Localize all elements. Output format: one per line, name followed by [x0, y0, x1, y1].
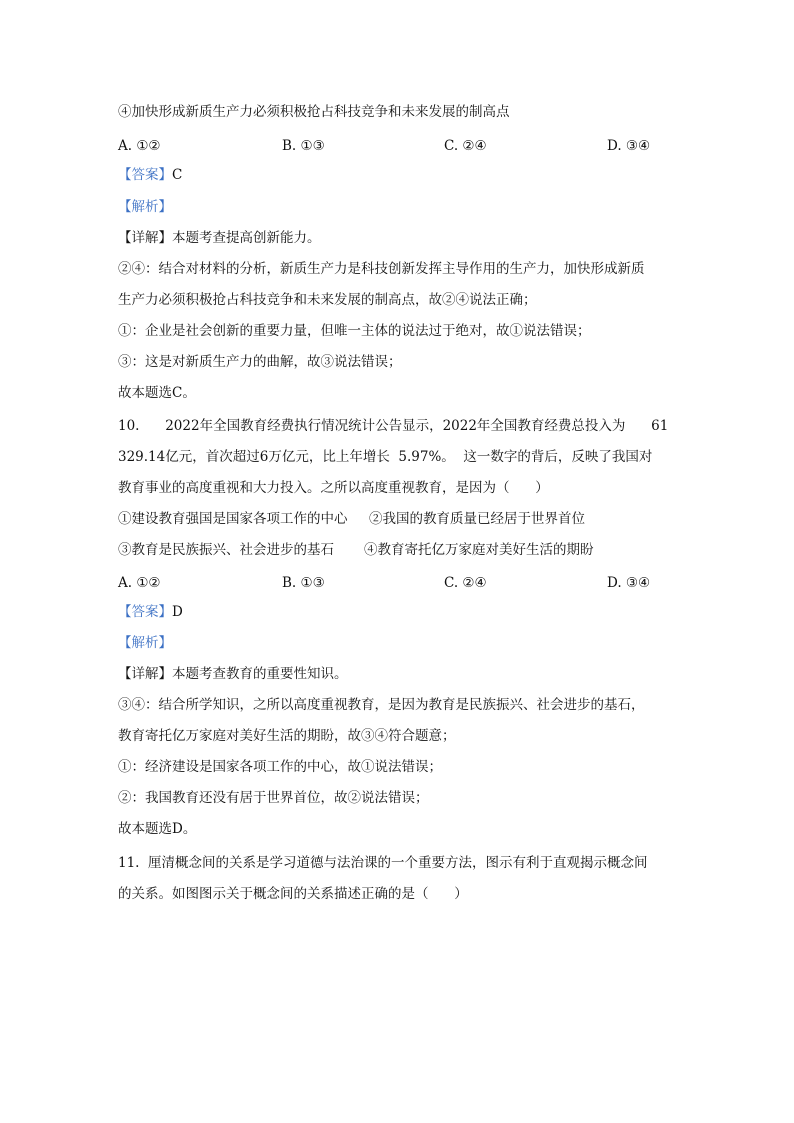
q10-stem-line: 329.14亿元，首次超过6万亿元，比上年增长 5.97%。 这一数字的背后，反映了我国对: [118, 449, 653, 465]
q10-answer: [118, 603, 183, 621]
q9-answer: [118, 166, 182, 184]
q10-stem-line: 教育事业的高度重视和大力投入。之所以高度重视教育，是因为（ ）: [118, 480, 549, 496]
answer-tag: 【答案】: [118, 604, 172, 620]
q9-detail: [118, 229, 321, 247]
q10-option-b: B. ①③: [282, 575, 325, 591]
q9-conclusion: 故本题选C。: [118, 385, 196, 401]
q9-explanation-line: 生产力必须积极抢占科技竞争和未来发展的制高点，故②④说法正确；: [118, 292, 537, 308]
detail-tag: 【详解】: [118, 666, 172, 682]
q9-explanation-line: ③：这是对新质生产力的曲解，故③说法错误；: [118, 354, 402, 370]
detail-text: 本题考查提高创新能力。: [172, 230, 321, 246]
q9-option-d: D. ③④: [607, 138, 651, 154]
detail-text: 本题考查教育的重要性知识。: [172, 666, 348, 682]
q9-explanation-line: ①：企业是社会创新的重要力量，但唯一主体的说法过于绝对，故①说法错误；: [118, 323, 591, 339]
q9-item-4: ④加快形成新质生产力必须积极抢占科技竞争和未来发展的制高点: [118, 104, 510, 120]
q9-option-c: C. ②④: [444, 138, 487, 154]
q9-explanation-line: ②④：结合对材料的分析，新质生产力是科技创新发挥主导作用的生产力，加快形成新质: [118, 261, 645, 277]
q10-explanation-line: ②：我国教育还没有居于世界首位，故②说法错误；: [118, 790, 429, 806]
q11-stem-line: 11. 厘清概念间的关系是学习道德与法治课的一个重要方法，图示有利于直观揭示概念间: [118, 855, 648, 871]
answer-value: D: [172, 604, 183, 620]
answer-tag: 【答案】: [118, 167, 172, 183]
q10-explanation-line: ③④：结合所学知识，之所以高度重视教育，是因为教育是民族振兴、社会进步的基石，: [118, 697, 645, 713]
q10-explanation-line: 教育寄托亿万家庭对美好生活的期盼，故③④符合题意；: [118, 728, 456, 744]
q11-stem-line: 的关系。如图图示关于概念间的关系描述正确的是（ ）: [118, 886, 468, 902]
q10-option-d: D. ③④: [607, 575, 651, 591]
q10-option-a: A. ①②: [118, 575, 161, 591]
q9-option-a: A. ①②: [118, 138, 161, 154]
q10-stem-line: 10. 2022年全国教育经费执行情况统计公告显示，2022年全国教育经费总投入为 61: [118, 418, 669, 434]
q10-option-c: C. ②④: [444, 575, 487, 591]
q10-items-line: ①建设教育强国是国家各项工作的中心 ②我国的教育质量已经居于世界首位: [118, 511, 585, 527]
q10-explanation-line: ①：经济建设是国家各项工作的中心，故①说法错误；: [118, 759, 442, 775]
q10-conclusion: 故本题选D。: [118, 821, 197, 837]
q10-analysis-tag: 【解析】: [118, 635, 172, 651]
answer-value: C: [172, 167, 183, 183]
q9-analysis-tag: 【解析】: [118, 199, 172, 215]
q9-option-b: B. ①③: [282, 138, 325, 154]
detail-tag: 【详解】: [118, 230, 172, 246]
q10-detail: [118, 665, 348, 683]
q10-items-line: ③教育是民族振兴、社会进步的基石 ④教育寄托亿万家庭对美好生活的期盼: [118, 542, 594, 558]
